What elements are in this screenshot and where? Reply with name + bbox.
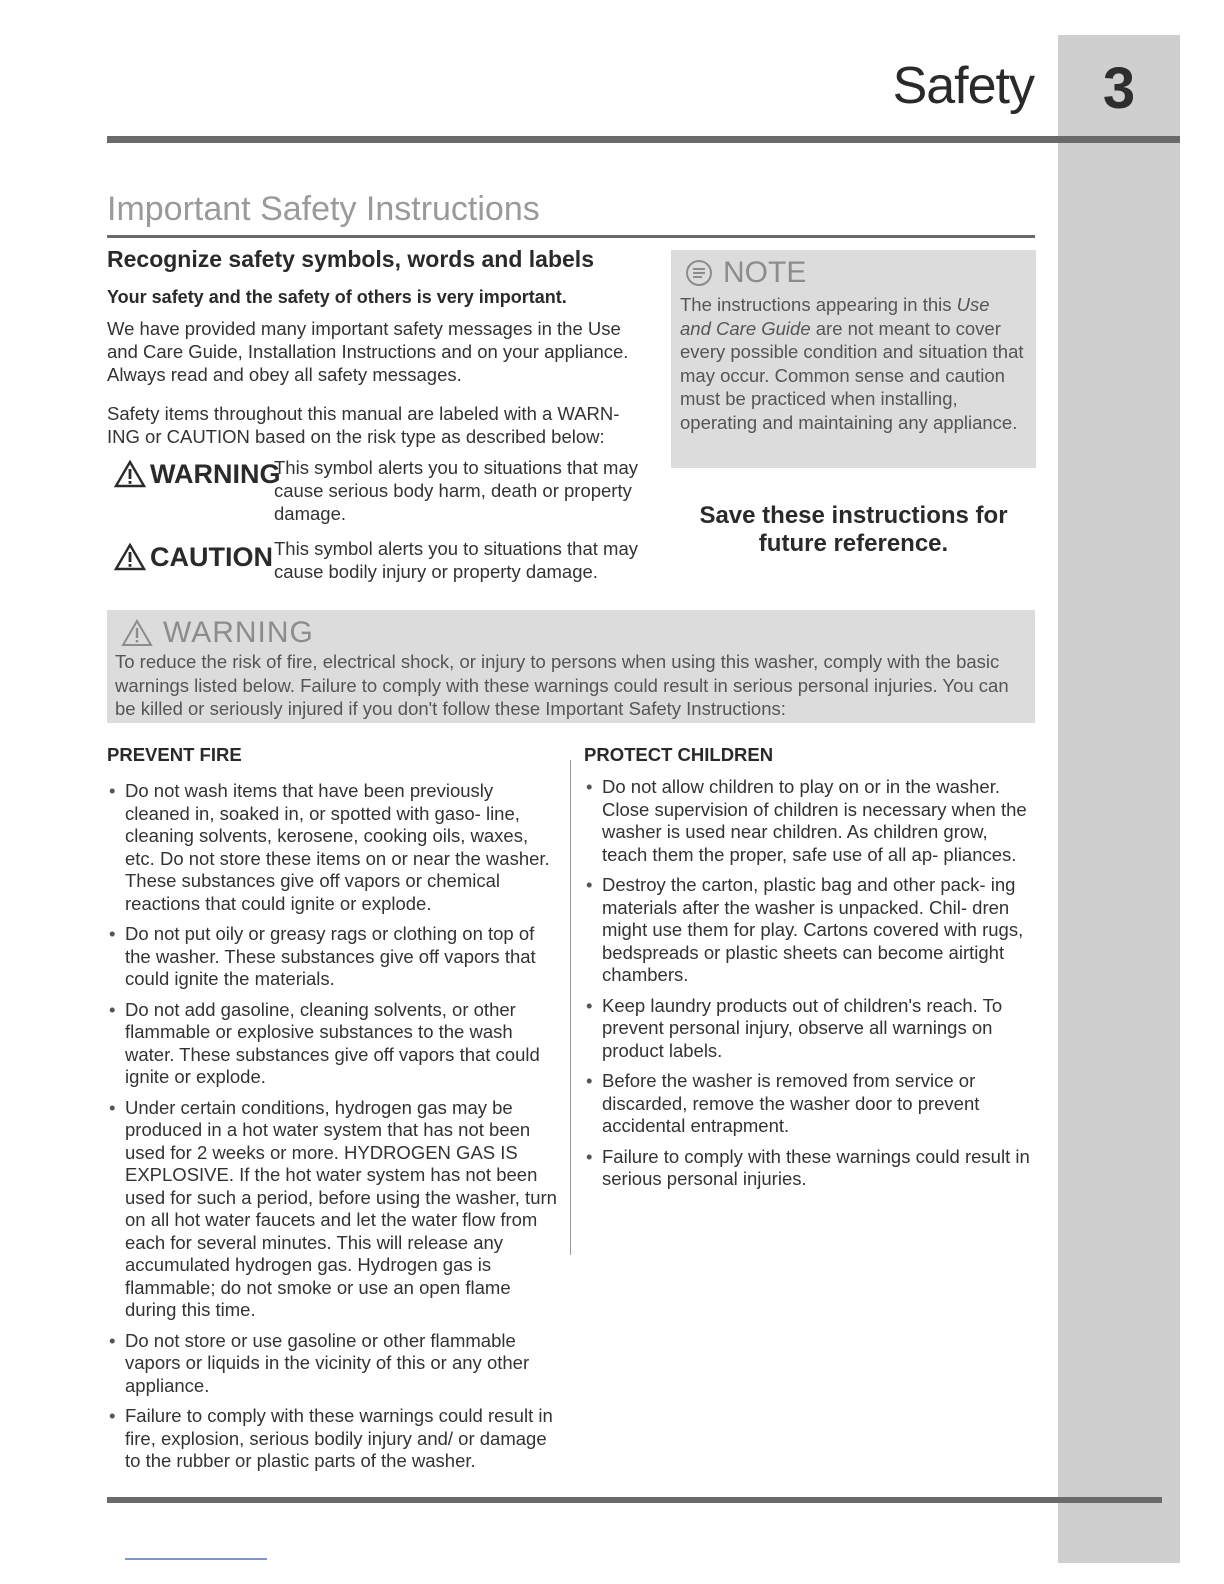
intro-paragraph-1: We have provided many important safety messages in the Use and Care Guide, Installation Instructions and on your appliance. Always read and obey all safety messages. bbox=[107, 318, 629, 385]
warning-box-label: WARNING bbox=[163, 616, 314, 649]
prevent-fire-list bbox=[107, 780, 557, 1481]
page-number: 3 bbox=[1102, 56, 1136, 121]
note-body-guide: Use and Care Guide bbox=[680, 294, 990, 339]
column-divider bbox=[570, 760, 571, 1255]
section-title: Important Safety Instructions bbox=[107, 190, 540, 228]
note-heading bbox=[685, 256, 806, 290]
list-item: • Do not put oily or greasy rags or clothing on top of the washer. These substances give off vapors that could ignite the materials. bbox=[107, 923, 557, 991]
list-item: • Destroy the carton, plastic bag and other pack- ing materials after the washer is unpacked. Chil- dren might use them for play. Cartons covered with rugs, bedspreads or plastic sheets can become airtight chambers. bbox=[584, 874, 1036, 987]
warning-triangle-icon bbox=[121, 619, 153, 647]
list-item: • Failure to comply with these warnings could result in fire, explosion, serious bodily injury and/ or damage to the rubber or plastic parts of the washer. bbox=[107, 1405, 557, 1473]
list-item: • Keep laundry products out of children's reach. To prevent personal injury, observe all warnings on product labels. bbox=[584, 995, 1036, 1063]
note-body-start: The instructions appearing in this bbox=[680, 294, 957, 315]
warning-label: WARNING bbox=[150, 458, 281, 489]
note-body bbox=[680, 293, 1025, 434]
warning-triangle-icon bbox=[114, 460, 146, 488]
caution-description: This symbol alerts you to situations that may cause bodily injury or property damage. bbox=[274, 538, 638, 582]
warning-box-heading bbox=[121, 616, 314, 650]
prevent-fire-heading: PREVENT FIRE bbox=[107, 744, 242, 765]
section-rule bbox=[107, 235, 1035, 238]
lead-text: Your safety and the safety of others is very important. bbox=[107, 287, 567, 307]
warning-symbol bbox=[114, 460, 281, 488]
warning-description: This symbol alerts you to situations that may cause serious body harm, death or property damage. bbox=[274, 457, 638, 524]
sub-heading: Recognize safety symbols, words and labels bbox=[107, 246, 594, 272]
warning-box-body: To reduce the risk of fire, electrical shock, or injury to persons when using this washer, comply with the basic warnings listed below. Failure to comply with these warnings could result in serious personal injuries. You can be killed or seriously injured if you don't follow these Important Safety Instructions: bbox=[115, 651, 1009, 719]
list-item: • Do not wash items that have been previously cleaned in, soaked in, or spotted with gaso- line, cleaning solvents, kerosene, cooking oils, waxes, etc. Do not store these items on or near the washer. These substances give off vapors or chemical reactions that could ignite or explode. bbox=[107, 780, 557, 915]
intro-paragraph-2: Safety items throughout this manual are labeled with a WARN- ING or CAUTION based on the risk type as described below: bbox=[107, 403, 620, 447]
caution-symbol bbox=[114, 543, 273, 571]
header-rule bbox=[107, 136, 1180, 143]
note-label: NOTE bbox=[723, 256, 807, 289]
caution-label: CAUTION bbox=[150, 541, 273, 572]
list-item: • Before the washer is removed from service or discarded, remove the washer door to prevent accidental entrapment. bbox=[584, 1070, 1036, 1138]
save-instructions: Save these instructions for future reference. bbox=[699, 502, 1008, 557]
list-item: • Do not allow children to play on or in the washer. Close supervision of children is necessary when the washer is used near children. As children grow, teach them the proper, safe use of all ap- pliances. bbox=[584, 776, 1036, 866]
warning-box bbox=[107, 610, 1035, 723]
note-body-end: are not meant to cover every possible condition and situation that may occur. Common sense and caution must be practiced when installing, operating and maintaining any appliance. bbox=[680, 317, 1024, 433]
side-tab bbox=[1058, 35, 1180, 1563]
note-icon bbox=[685, 259, 713, 287]
page-title: Safety bbox=[892, 57, 1034, 115]
note-box bbox=[671, 250, 1036, 468]
protect-children-heading: PROTECT CHILDREN bbox=[584, 744, 774, 765]
list-item: • Failure to comply with these warnings could result in serious personal injuries. bbox=[584, 1146, 1036, 1191]
protect-children-list bbox=[584, 776, 1036, 1199]
corner-mark bbox=[125, 1558, 267, 1560]
list-item: • Under certain conditions, hydrogen gas may be produced in a hot water system that has not been used for 2 weeks or more. HYDROGEN GAS IS EXPLOSIVE. If the hot water system has not been used for such a period, before using the washer, turn on all hot water faucets and let the water flow from each for several minutes. This will release any accumulated hydrogen gas. Hydrogen gas is flammable; do not smoke or use an open flame during this time. bbox=[107, 1097, 557, 1322]
list-item: • Do not add gasoline, cleaning solvents, or other flammable or explosive substances to the wash water. These substances give off vapors that could ignite or explode. bbox=[107, 999, 557, 1089]
caution-triangle-icon bbox=[114, 543, 146, 571]
list-item: • Do not store or use gasoline or other flammable vapors or liquids in the vicinity of this or any other appliance. bbox=[107, 1330, 557, 1398]
footer-rule bbox=[107, 1497, 1162, 1503]
